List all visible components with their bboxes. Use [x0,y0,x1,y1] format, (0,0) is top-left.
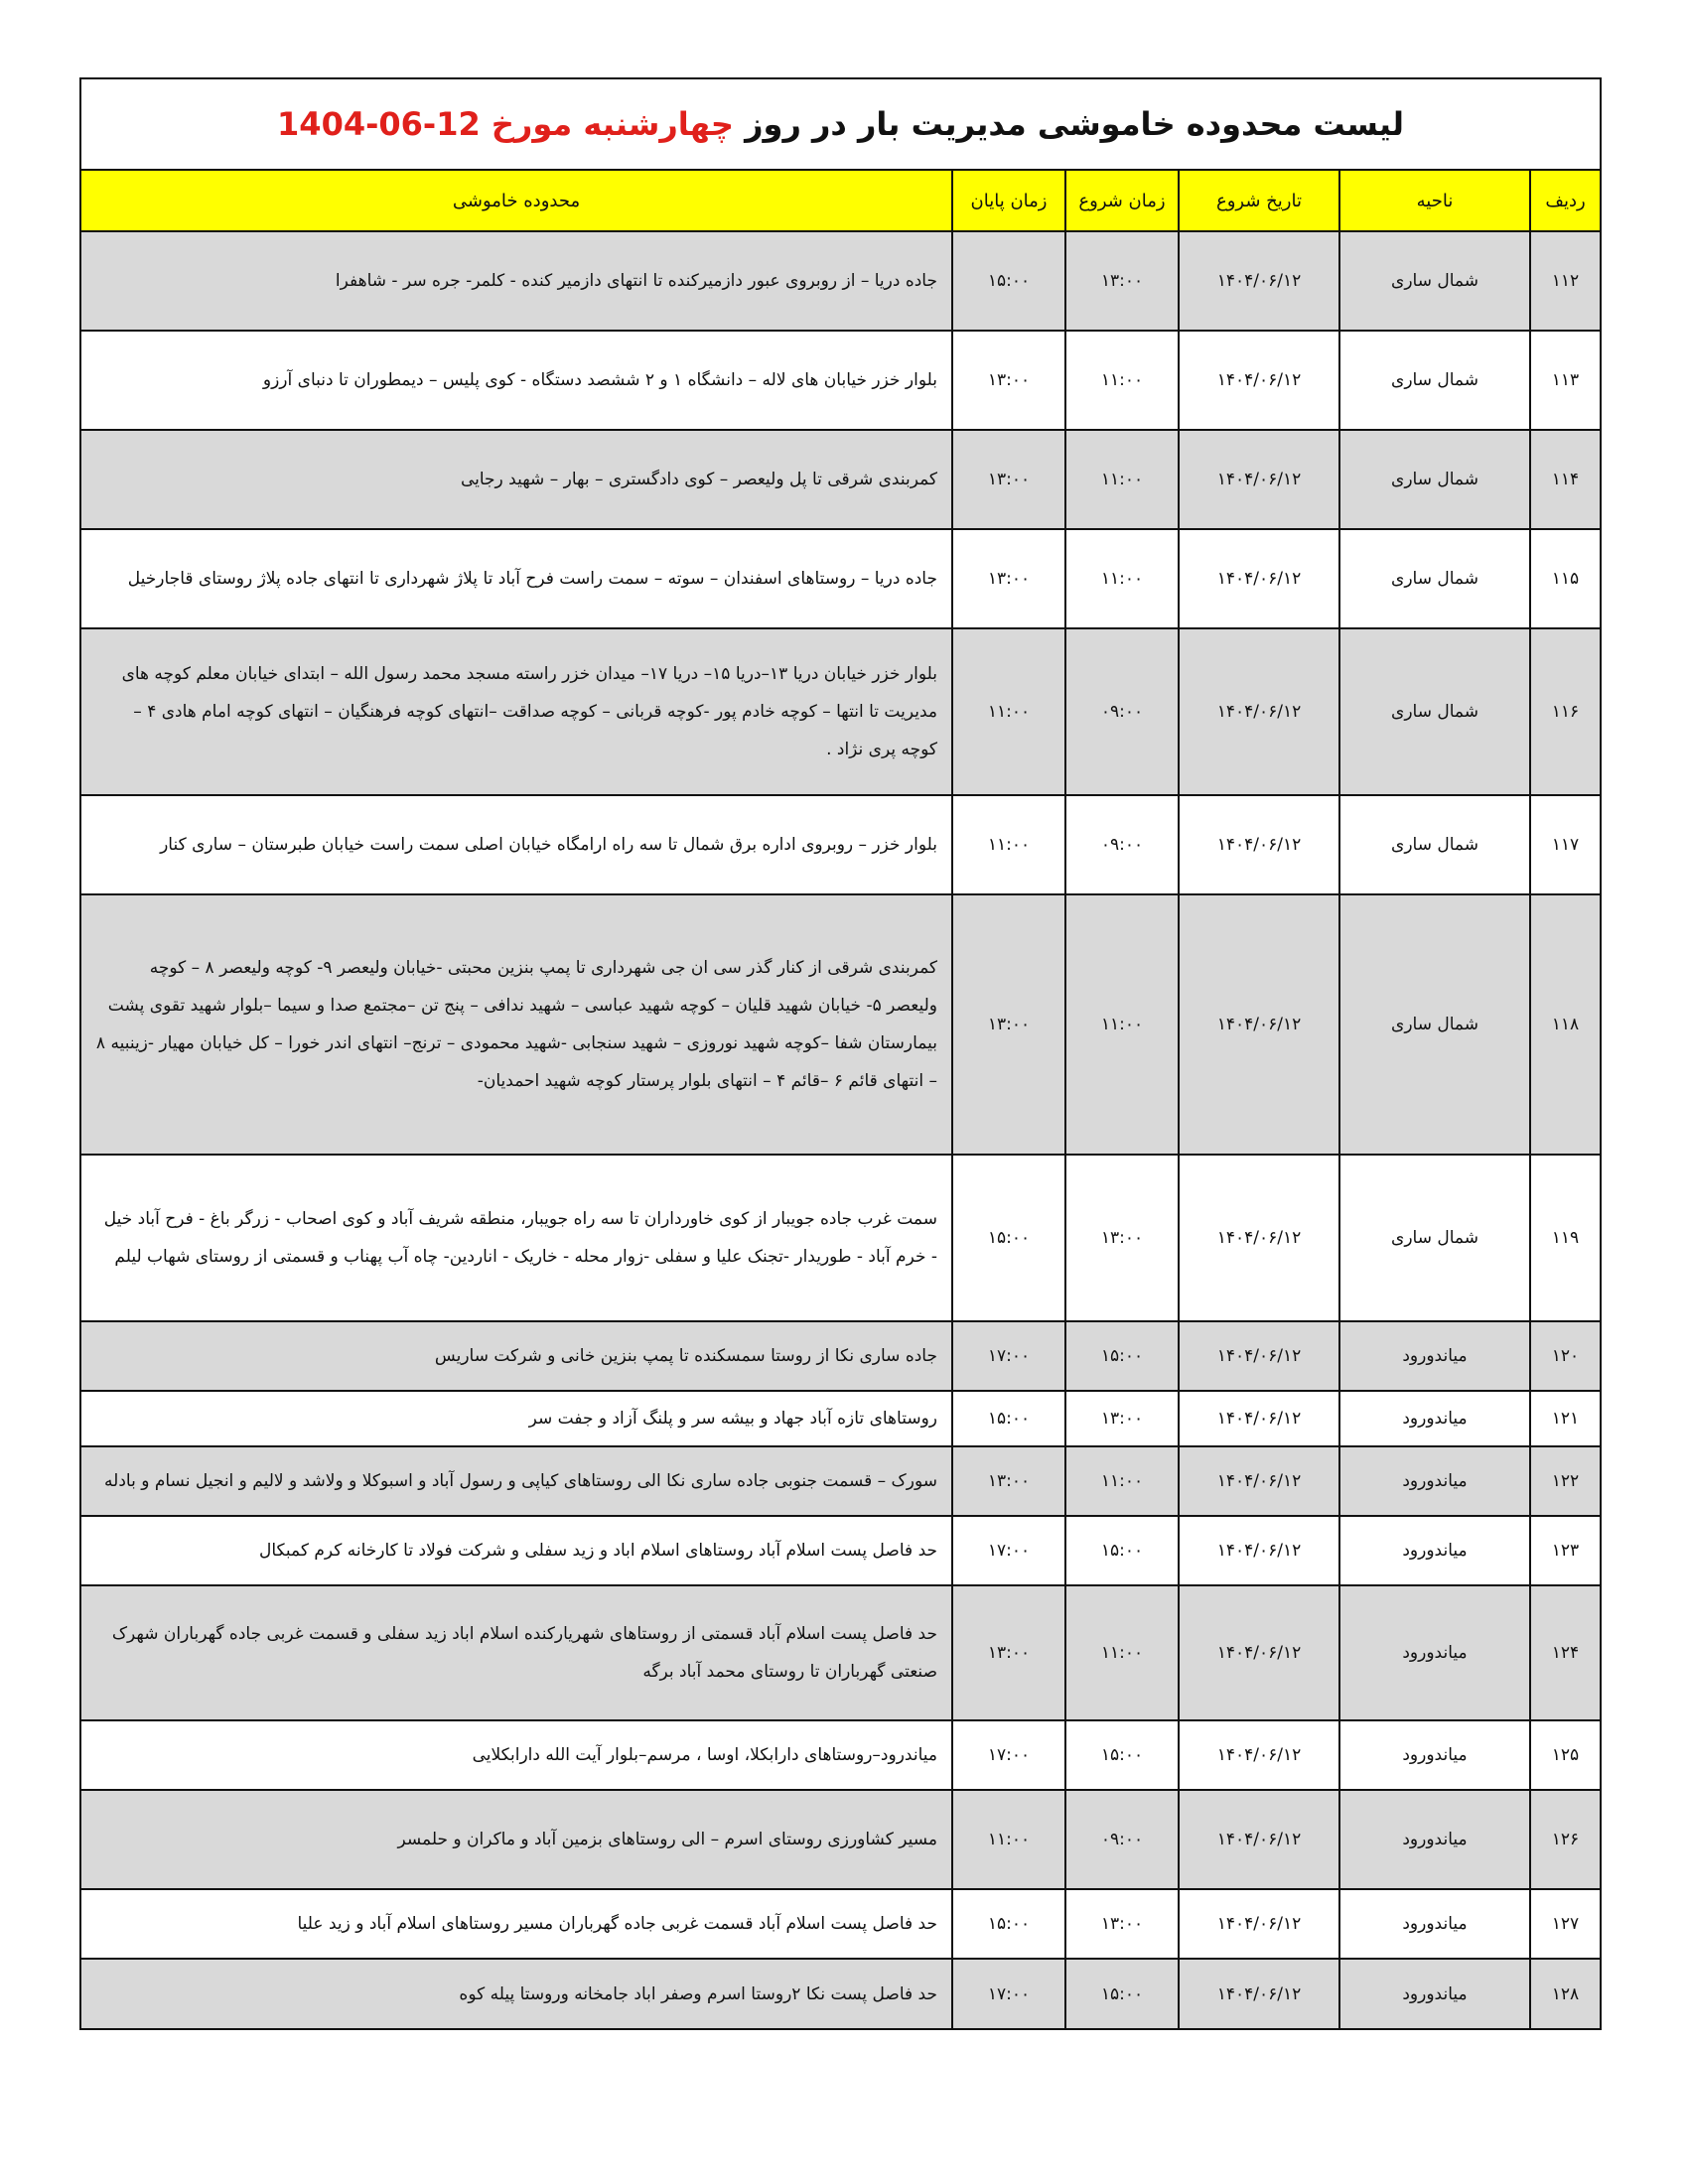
cell-start: ۱۳:۰۰ [1065,231,1179,331]
cell-date: ۱۴۰۴/۰۶/۱۲ [1179,1446,1339,1516]
cell-radif: ۱۱۶ [1530,628,1600,795]
cell-area: سورک – قسمت جنوبی جاده ساری نکا الی روستاهای کیاپی و رسول آباد و اسبوکلا و ولاشد و لالیم و انجیل نسام و بادله [81,1446,952,1516]
cell-start: ۱۳:۰۰ [1065,1391,1179,1446]
table-body [81,231,1600,2028]
cell-radif: ۱۱۲ [1530,231,1600,331]
cell-end: ۱۳:۰۰ [952,529,1065,628]
cell-date: ۱۴۰۴/۰۶/۱۲ [1179,331,1339,430]
cell-date: ۱۴۰۴/۰۶/۱۲ [1179,1790,1339,1889]
cell-nahie: میاندورود [1339,1889,1530,1959]
header-radif: ردیف [1530,171,1600,231]
table-row [81,628,1600,795]
cell-end: ۱۳:۰۰ [952,1585,1065,1720]
cell-area: حد فاصل پست نکا ۲روستا اسرم وصفر اباد جامخانه وروستا پیله کوه [81,1959,952,2028]
header-end: زمان پایان [952,171,1065,231]
cell-nahie: شمال ساری [1339,529,1530,628]
table-row [81,1790,1600,1889]
table-row [81,231,1600,331]
table-row [81,1446,1600,1516]
cell-radif: ۱۲۷ [1530,1889,1600,1959]
cell-area: مسیر کشاورزی روستای اسرم – الی روستاهای بزمین آباد و ماکران و حلمسر [81,1790,952,1889]
table-row [81,1391,1600,1446]
cell-date: ۱۴۰۴/۰۶/۱۲ [1179,430,1339,529]
cell-date: ۱۴۰۴/۰۶/۱۲ [1179,231,1339,331]
cell-radif: ۱۲۰ [1530,1321,1600,1391]
cell-area: جاده ساری نکا از روستا سمسکنده تا پمپ بنزین خانی و شرکت ساریس [81,1321,952,1391]
header-nahie: ناحیه [1339,171,1530,231]
table-row [81,1516,1600,1585]
cell-date: ۱۴۰۴/۰۶/۱۲ [1179,894,1339,1155]
cell-date: ۱۴۰۴/۰۶/۱۲ [1179,1391,1339,1446]
cell-start: ۱۵:۰۰ [1065,1321,1179,1391]
cell-radif: ۱۱۴ [1530,430,1600,529]
cell-radif: ۱۲۱ [1530,1391,1600,1446]
page-title [277,105,1404,143]
cell-end: ۱۷:۰۰ [952,1959,1065,2028]
cell-area: سمت غرب جاده جویبار از کوی خاورداران تا سه راه جویبار، منطقه شریف آباد و کوی اصحاب - زرگر باغ - فرح آباد خیل - خرم آباد - طوریدار -تجنک علیا و سفلی -زوار محله - خاریک - اناردین- چاه آب پهناب و قسمتی از روستای شهاب لیلم [81,1155,952,1321]
title-weekday: چهارشنبه مورخ [491,105,734,143]
cell-radif: ۱۱۷ [1530,795,1600,894]
cell-nahie: میاندورود [1339,1446,1530,1516]
cell-area: بلوار خزر خیابان دریا ۱۳–دریا ۱۵– دریا ۱۷– میدان خزر راسته مسجد محمد رسول الله – ابتدای خیابان معلم کوچه های مدیریت تا انتها – کوچه خادم پور -کوچه قربانی – کوچه صداقت –انتهای کوچه فرهنگیان – انتهای کوچه امام هادی ۴ – کوچه پری نژاد . [81,628,952,795]
cell-date: ۱۴۰۴/۰۶/۱۲ [1179,1321,1339,1391]
title-text: لیست محدوده خاموشی مدیریت بار در روز [745,105,1404,143]
cell-start: ۱۱:۰۰ [1065,894,1179,1155]
cell-date: ۱۴۰۴/۰۶/۱۲ [1179,1585,1339,1720]
cell-date: ۱۴۰۴/۰۶/۱۲ [1179,795,1339,894]
cell-nahie: میاندورود [1339,1321,1530,1391]
cell-nahie: شمال ساری [1339,331,1530,430]
cell-area: حد فاصل پست اسلام آباد قسمت غربی جاده گهرباران مسیر روستاهای اسلام آباد و زید علیا [81,1889,952,1959]
cell-area: بلوار خزر خیابان های لاله – دانشگاه ۱ و ۲ ششصد دستگاه - کوی پلیس – دیمطوران تا دنبای آرزو [81,331,952,430]
cell-end: ۱۵:۰۰ [952,231,1065,331]
cell-radif: ۱۱۸ [1530,894,1600,1155]
cell-area: حد فاصل پست اسلام آباد قسمتی از روستاهای شهریارکنده اسلام اباد زید سفلی و قسمت غربی جاده گهرباران شهرک صنعتی گهرباران تا روستای محمد آباد برگه [81,1585,952,1720]
schedule-table [81,171,1600,2028]
table-row [81,1585,1600,1720]
cell-date: ۱۴۰۴/۰۶/۱۲ [1179,628,1339,795]
cell-start: ۰۹:۰۰ [1065,1790,1179,1889]
cell-radif: ۱۱۳ [1530,331,1600,430]
cell-start: ۱۱:۰۰ [1065,1446,1179,1516]
table-row [81,331,1600,430]
cell-nahie: میاندورود [1339,1790,1530,1889]
cell-start: ۱۳:۰۰ [1065,1889,1179,1959]
cell-area: بلوار خزر – روبروی اداره برق شمال تا سه راه ارامگاه خیابان اصلی سمت راست خیابان طبرستان – ساری کنار [81,795,952,894]
cell-end: ۱۵:۰۰ [952,1889,1065,1959]
cell-end: ۱۷:۰۰ [952,1516,1065,1585]
cell-radif: ۱۲۳ [1530,1516,1600,1585]
header-date: تاریخ شروع [1179,171,1339,231]
cell-area: جاده دریا – روستاهای اسفندان – سوته – سمت راست فرح آباد تا پلاژ شهرداری تا انتهای جاده پلاژ روستای قاجارخیل [81,529,952,628]
table-row [81,1889,1600,1959]
blackout-schedule-sheet [79,77,1602,2030]
cell-radif: ۱۲۵ [1530,1720,1600,1790]
cell-start: ۱۵:۰۰ [1065,1720,1179,1790]
cell-date: ۱۴۰۴/۰۶/۱۲ [1179,1516,1339,1585]
header-area: محدوده خاموشی [81,171,952,231]
cell-date: ۱۴۰۴/۰۶/۱۲ [1179,1720,1339,1790]
cell-start: ۱۵:۰۰ [1065,1516,1179,1585]
cell-nahie: شمال ساری [1339,231,1530,331]
cell-end: ۱۱:۰۰ [952,1790,1065,1889]
cell-end: ۱۳:۰۰ [952,331,1065,430]
cell-start: ۰۹:۰۰ [1065,628,1179,795]
cell-nahie: میاندورود [1339,1959,1530,2028]
cell-radif: ۱۲۶ [1530,1790,1600,1889]
cell-end: ۱۳:۰۰ [952,430,1065,529]
cell-nahie: شمال ساری [1339,628,1530,795]
table-row [81,430,1600,529]
cell-start: ۱۵:۰۰ [1065,1959,1179,2028]
cell-area: میاندرود–روستاهای دارابکلا، اوسا ، مرسم–بلوار آیت الله دارابکلایی [81,1720,952,1790]
table-row [81,1155,1600,1321]
cell-area: روستاهای تازه آباد جهاد و بیشه سر و پلنگ آزاد و جفت سر [81,1391,952,1446]
cell-radif: ۱۱۹ [1530,1155,1600,1321]
cell-end: ۱۷:۰۰ [952,1720,1065,1790]
cell-nahie: شمال ساری [1339,430,1530,529]
cell-nahie: شمال ساری [1339,1155,1530,1321]
cell-date: ۱۴۰۴/۰۶/۱۲ [1179,1959,1339,2028]
cell-start: ۱۱:۰۰ [1065,430,1179,529]
cell-radif: ۱۲۴ [1530,1585,1600,1720]
cell-area: حد فاصل پست اسلام آباد روستاهای اسلام اباد و زید سفلی و شرکت فولاد تا کارخانه کرم کمبکال [81,1516,952,1585]
table-row [81,894,1600,1155]
table-row [81,1720,1600,1790]
table-row [81,1321,1600,1391]
cell-end: ۱۱:۰۰ [952,795,1065,894]
cell-area: جاده دریا – از روبروی عبور دازمیرکنده تا انتهای دازمیر کنده - کلمر- جره سر - شاهفرا [81,231,952,331]
cell-nahie: میاندورود [1339,1585,1530,1720]
cell-end: ۱۳:۰۰ [952,894,1065,1155]
cell-area: کمربندی شرقی از کنار گذر سی ان جی شهرداری تا پمپ بنزین محبتی -خیابان ولیعصر ۹- کوچه ولیعصر ۸ – کوچه ولیعصر ۵- خیابان شهید قلیان – کوچه شهید عباسی – شهید ندافی – پنج تن –مجتمع صدا و سیما –بلوار شهید تقوی پشت بیمارستان شفا –کوچه شهید نوروزی – شهید سنجابی -شهید محمودی – ترنج– انتهای اندر خورا – کل خیابان مهیار -زینبیه ۸ – انتهای قائم ۶ –قائم ۴ – انتهای بلوار پرستار کوچه شهید احمدیان- [81,894,952,1155]
cell-start: ۱۱:۰۰ [1065,529,1179,628]
title-date: 1404-06-12 [277,105,481,143]
cell-area: کمربندی شرقی تا پل ولیعصر – کوی دادگستری – بهار – شهید رجایی [81,430,952,529]
table-row [81,1959,1600,2028]
cell-nahie: میاندورود [1339,1391,1530,1446]
cell-end: ۱۵:۰۰ [952,1155,1065,1321]
cell-end: ۱۳:۰۰ [952,1446,1065,1516]
header-start: زمان شروع [1065,171,1179,231]
cell-date: ۱۴۰۴/۰۶/۱۲ [1179,1155,1339,1321]
cell-end: ۱۷:۰۰ [952,1321,1065,1391]
title-row [81,79,1600,171]
cell-start: ۱۳:۰۰ [1065,1155,1179,1321]
cell-start: ۱۱:۰۰ [1065,331,1179,430]
cell-end: ۱۵:۰۰ [952,1391,1065,1446]
cell-nahie: شمال ساری [1339,894,1530,1155]
cell-date: ۱۴۰۴/۰۶/۱۲ [1179,1889,1339,1959]
cell-end: ۱۱:۰۰ [952,628,1065,795]
table-row [81,795,1600,894]
cell-nahie: میاندورود [1339,1516,1530,1585]
cell-radif: ۱۲۸ [1530,1959,1600,2028]
cell-date: ۱۴۰۴/۰۶/۱۲ [1179,529,1339,628]
cell-start: ۱۱:۰۰ [1065,1585,1179,1720]
cell-start: ۰۹:۰۰ [1065,795,1179,894]
cell-radif: ۱۲۲ [1530,1446,1600,1516]
cell-nahie: شمال ساری [1339,795,1530,894]
cell-radif: ۱۱۵ [1530,529,1600,628]
table-row [81,529,1600,628]
cell-nahie: میاندورود [1339,1720,1530,1790]
header-row [81,171,1600,231]
